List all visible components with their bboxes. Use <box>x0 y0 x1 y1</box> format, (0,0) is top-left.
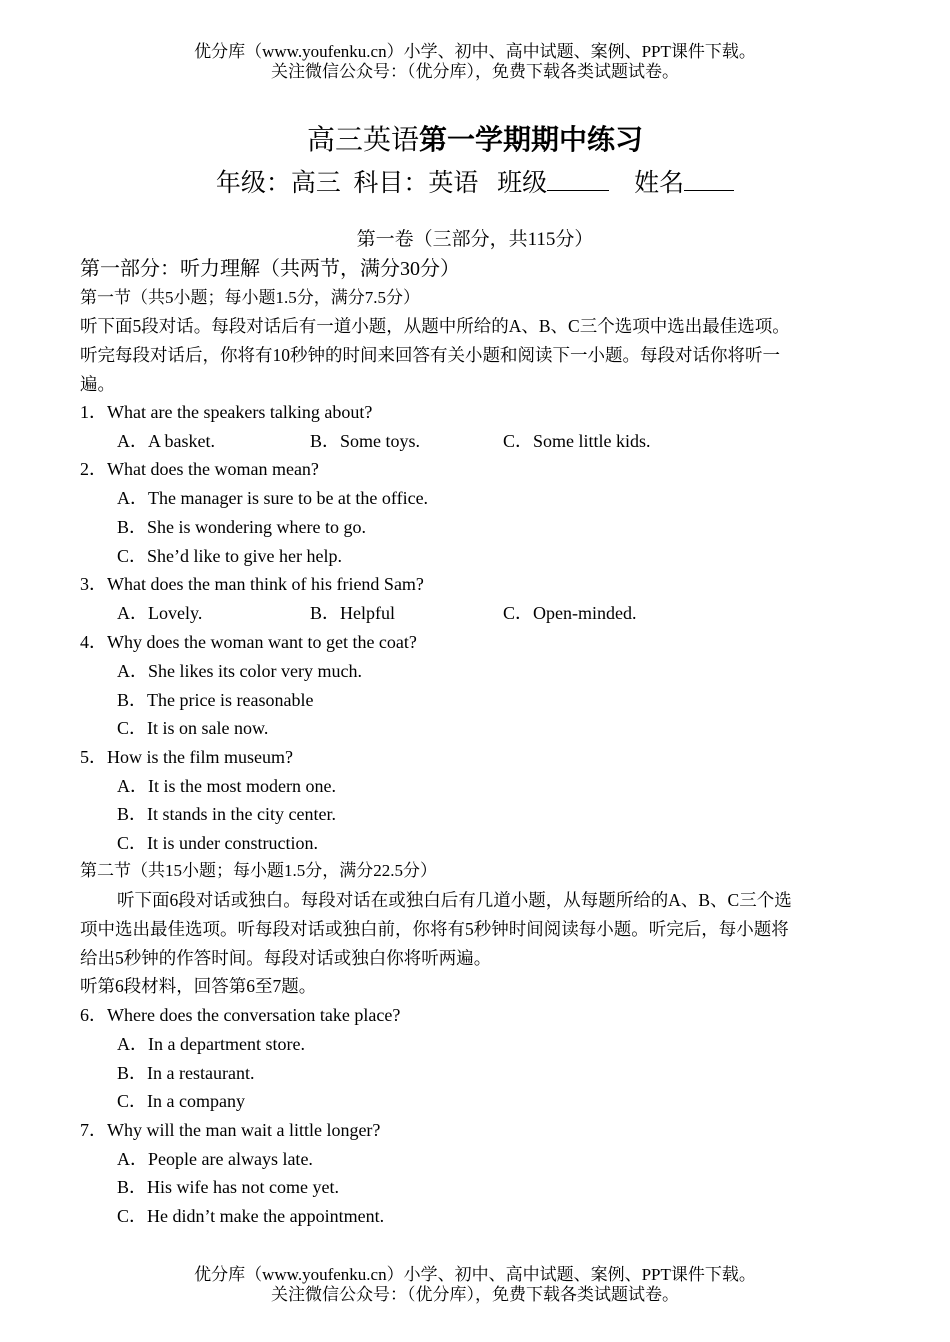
question-text: What are the speakers talking about? <box>107 402 373 422</box>
option-b: B．The price is reasonable <box>117 690 314 710</box>
option-b: B．It stands in the city center. <box>117 804 336 824</box>
question <box>80 458 319 480</box>
option-a: A．A basket. <box>117 431 215 451</box>
option-a: A．In a department store. <box>117 1034 305 1054</box>
question-number: 6． <box>80 1005 107 1025</box>
footer-line-1: 优分库（www.youfenku.cn）小学、初中、高中试题、案例、PPT课件下载。 <box>194 1265 756 1284</box>
section2-instruction-2: 项中选出最佳选项。听每段对话或独白前，你将有5秒钟时间阅读每小题。听完后，每小题将 <box>80 919 789 939</box>
question-text: Where does the conversation take place? <box>107 1005 401 1025</box>
section1-instruction-1: 听下面5段对话。每段对话后有一道小题，从题中所给的A、B、C三个选项中选出最佳选项。 <box>80 316 790 336</box>
option-a: A．It is the most modern one. <box>117 776 336 796</box>
question-text: What does the woman mean? <box>107 459 319 479</box>
section2-instruction-1: 听下面6段对话或独白。每段对话在或独白后有几道小题，从每题所给的A、B、C三个选 <box>117 890 792 910</box>
question-text: Why does the woman want to get the coat? <box>107 632 417 652</box>
exam-info <box>0 168 950 199</box>
question-text: How is the film museum? <box>107 747 293 767</box>
option-a: A．Lovely. <box>117 603 203 623</box>
material-note: 听第6段材料，回答第6至7题。 <box>80 976 317 996</box>
question <box>80 746 293 768</box>
option-c: C．Open-minded. <box>503 603 637 623</box>
question <box>80 1119 380 1141</box>
section1-instruction-2: 听完每段对话后，你将有10秒钟的时间来回答有关小题和阅读下一小题。每段对话你将听一 <box>80 345 780 365</box>
footer-line-2: 关注微信公众号：（优分库），免费下载各类试题试卷。 <box>271 1285 679 1304</box>
name-label: 姓名 <box>634 170 685 197</box>
option-c: C．In a company <box>117 1091 245 1111</box>
option-b: B．His wife has not come yet. <box>117 1177 339 1197</box>
volume-heading: 第一卷（三部分，共115分） <box>356 229 594 250</box>
question <box>80 401 372 423</box>
section1-instruction-3: 遍。 <box>80 374 115 394</box>
option-c: C．It is under construction. <box>117 833 318 853</box>
part1-heading: 第一部分：听力理解（共两节，满分30分） <box>80 258 460 280</box>
header-line-1: 优分库（www.youfenku.cn）小学、初中、高中试题、案例、PPT课件下载。 <box>194 42 756 61</box>
question-text: What does the man think of his friend Sam? <box>107 574 424 594</box>
title-bold: 第一学期期中练习 <box>419 125 644 156</box>
question-number: 4． <box>80 632 107 652</box>
question <box>80 631 417 653</box>
question <box>80 573 424 595</box>
option-c: C．It is on sale now. <box>117 718 269 738</box>
option-b: B．In a restaurant. <box>117 1063 255 1083</box>
class-blank[interactable] <box>547 168 609 191</box>
grade-label: 年级：高三 <box>215 170 341 197</box>
section2-heading: 第二节（共15小题；每小题1.5分，满分22.5分） <box>80 861 437 880</box>
option-c: C．She’d like to give her help. <box>117 546 342 566</box>
section1-heading: 第一节（共5小题；每小题1.5分，满分7.5分） <box>80 288 420 307</box>
question-number: 1． <box>80 402 107 422</box>
option-c: C．Some little kids. <box>503 431 651 451</box>
question-number: 5． <box>80 747 107 767</box>
question-number: 2． <box>80 459 107 479</box>
option-b: B．She is wondering where to go. <box>117 517 366 537</box>
option-c: C．He didn’t make the appointment. <box>117 1206 385 1226</box>
question <box>80 1004 400 1026</box>
subject-label: 科目：英语 <box>353 170 479 197</box>
option-b: B．Helpful <box>310 603 395 623</box>
section2-instruction-3: 给出5秒钟的作答时间。每段对话或独白你将听两遍。 <box>80 948 492 968</box>
option-a: A．She likes its color very much. <box>117 661 362 681</box>
option-b: B．Some toys. <box>310 431 421 451</box>
page-title <box>0 124 950 158</box>
question-text: Why will the man wait a little longer? <box>107 1120 381 1140</box>
option-a: A．The manager is sure to be at the office. <box>117 488 429 508</box>
name-blank[interactable] <box>684 168 734 191</box>
question-number: 3． <box>80 574 107 594</box>
question-number: 7． <box>80 1120 107 1140</box>
title-normal: 高三英语 <box>306 125 419 156</box>
class-label: 班级 <box>497 170 548 197</box>
header-line-2: 关注微信公众号：（优分库），免费下载各类试题试卷。 <box>271 62 679 81</box>
option-a: A．People are always late. <box>117 1149 313 1169</box>
